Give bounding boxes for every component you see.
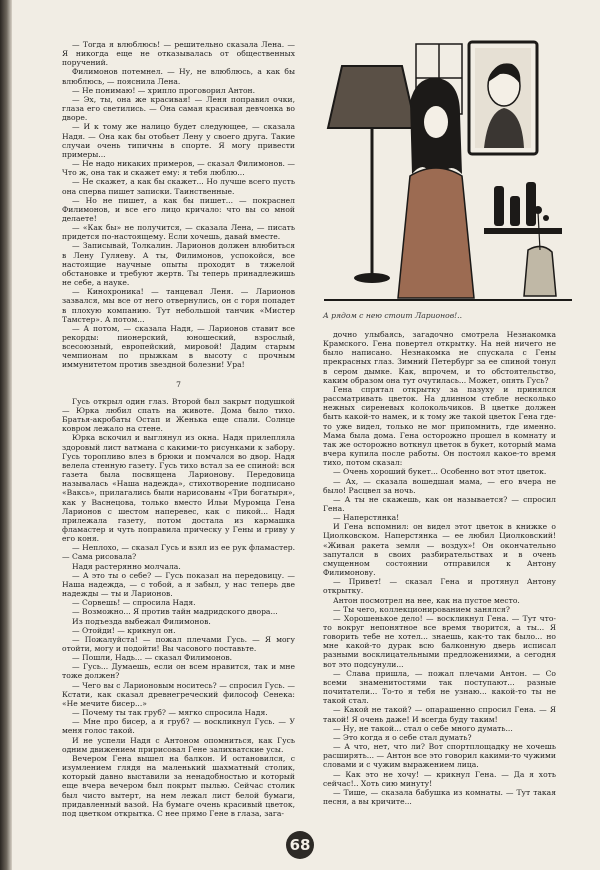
- paragraph: — Эх, ты, она же красивая! — Леня поправил очки, глаза его светились. — Она самая красивая девчонка во дворе.: [62, 94, 295, 123]
- paragraph: — Не понимаю! — хрипло проговорил Антон.: [72, 85, 255, 95]
- paragraph: — Наперстянка!: [333, 513, 400, 523]
- paragraph: — «Как бы» не получится, — сказала Лена, — писать придется по-настоящему. Если хочешь, давай вместе.: [62, 223, 295, 242]
- paragraph: — А это ты о себе? — Гусь показал на передовицу. — Наша надежда, — с тобой, а я забыл, у нас теперь две надежды — ты и Ларионов.: [62, 570, 295, 599]
- illustration-caption: А рядом с нею стоит Ларионов!..: [323, 311, 463, 320]
- book-spine-shadow: [0, 0, 12, 870]
- paragraph: — Хорошенькое дело! — воскликнул Гена. — Тут что-то вокруг непонятное все время творится, а ты... Я говорить тебе не хотел... знаешь, как-то так было... но мне какой-то дурак всю балконную дверь исписал разными восклицательными предложениями, а сегодня вот это подсунули...: [323, 613, 556, 669]
- page-number: 68: [286, 831, 314, 859]
- left-text-column: [62, 40, 295, 818]
- right-text-column: [323, 330, 556, 806]
- paragraph: Гена спрятал открытку за пазуху и принялся рассматривать цветок. На длинном стебле несколько нежных сиреневых колокольчиков. В цветке должен быть какой-то намек, и к тому же такой цветок Гена где-то уже видел, только не мог припомнить, где именно. Мама была дома. Гена осторожно прошел в комнату и так же осторожно воткнул цветок в букет, который мама вчера купила после работы. Он постоял какое-то время тихо, потом сказал:: [323, 384, 556, 468]
- paragraph: — Пожалуйста! — пожал плечами Гусь. — Я могу отойти, могу и подойти! Вы часового поставьте.: [62, 634, 295, 653]
- paragraph: — Гусь... Думаешь, если он всем нравится, так и мне тоже должен?: [62, 662, 295, 681]
- paragraph: дочно улыбаясь, загадочно смотрела Незнакомка Крамского. Гена повертел открытку. На ней ничего не было написано. Незнакомка не спускала с Гены прекрасных глаз. Зимний Петербург за ее спиной тонул в сером дымке. Как, впрочем, и то обстоятельство, каким образом она тут очутилась... Может, опять Гусь?: [323, 330, 556, 385]
- paragraph: — И к тому же налицо будет следующее, — сказала Надя. — Она как бы отобьет Лену у своего друга. Такие случаи очень типичны в спорте. Я могу привести примеры...: [62, 122, 295, 159]
- paragraph: Юрка вскочил и выглянул из окна. Надя прилепляла здоровый лист ватмана с какими-то рисунками к забору. Гусь торопливо влез в брюки и помчался во двор. Надя велела стенную газету. Гусь тихо встал за ее спиной: вся газета была посвящена Ларионову. Передовица называлась «Наша надежда», стихотворение подписано «Ваксь», прилагались были нарисованы «Три богатыря», как у Васнецова, только вместо Ильи Муромца Гена Ларионов с шестом наперевес, как с пикой... Надя прилежала газету, потом достала из кармашка фламастер и чуть поправила прическу у Гены и гриву у его коня.: [62, 433, 295, 544]
- paragraph: — Записывай, Толкалин. Ларионов должен влюбиться в Лену Гуляеву. А ты, Филимонов, успокойся, все настоящие научные опыты проходят в тяжелой обстановке и требуют жертв. Ты теперь принадлежишь не себе, а науке.: [62, 241, 295, 288]
- paragraph: — Какой не такой? — опарашенно спросил Гена. — Я такой! Я очень даже! И всегда буду таким!: [323, 705, 556, 724]
- paragraph: И Гена вспомнил: он видел этот цветок в книжке о Циолковском. Наперстянка — ее любил Циолковский! «Живая ракета земля — воздух»! Он окончательно запутался в своих разбирательствах и в очень смущенном состоянии отправился к Антону Филимонову.: [323, 522, 556, 578]
- paragraph: Из подъезда выбежал Филимонов.: [72, 616, 211, 626]
- paragraph: Филимонов потемнел. — Ну, не влюблюсь, а как бы влюблюсь, — пояснила Лена.: [62, 67, 295, 86]
- paragraph: — Очень хороший букет... Особенно вот этот цветок.: [333, 467, 547, 477]
- paragraph: — Возможно... Я против тайн мадридского двора...: [72, 607, 278, 617]
- paragraph: — А ты не скажешь, как он называется? — спросил Гена.: [323, 494, 556, 513]
- paragraph: — Почему ты так груб? — мягко спросила Надя.: [72, 708, 268, 718]
- paragraph: — Тише, — сказала бабушка из комнаты. — Тут такая песня, а вы кричите...: [323, 787, 556, 806]
- paragraph: — Привет! — сказал Гена и протянул Антону открытку.: [323, 577, 556, 596]
- paragraph: — А что, нет, что ли? Вот спортплощадку не хочешь расширять... — Антон все это говорил какими-то чужими словами и с чужим выражением лица.: [323, 742, 556, 770]
- paragraph: — А потом, — сказала Надя, — Ларионов ставит все рекорды: пионерский, юношеский, взрослый, всесоюзный, европейский, мировой! Дадим старым чемпионам по прыжкам в высоту с прочным иммунитетом против звездной болезни! Ура!: [62, 323, 295, 370]
- paragraph: И не успели Надя с Антоном опомниться, как Гусь одним движением пририсовал Гене залихватские усы.: [62, 735, 295, 754]
- paragraph: Антон посмотрел на нее, как на пустое место.: [333, 595, 520, 605]
- paragraph: — Ах, — сказала вошедшая мама, — его вчера не было! Расцвел за ночь.: [323, 476, 556, 495]
- paragraph: — Чего вы с Ларионовым носитесь? — спросил Гусь. — Кстати, как сказал древнегреческий философ Сенека: «Не мечите бисер...»: [62, 680, 295, 708]
- paragraph: — Отойди! — крикнул он.: [72, 625, 176, 635]
- paragraph: — Тогда я влюблюсь! — решительно сказала Лена. — Я никогда еще не отказывалась от общественных поручений.: [62, 40, 295, 68]
- paragraph: — Сорвешь! — спросила Надя.: [72, 598, 196, 608]
- portrait-frame: [469, 42, 537, 154]
- paragraph: — Как это не хочу! — крикнул Гена. — Да я хоть сейчас!.. Хоть сию минуту!: [323, 769, 556, 788]
- paragraph: — Слава пришла, — пожал плечами Антон. — Со всеми знаменитостями так поступают... разные почитатели... То-то я тебя не узнаю... какой-то ты не такой стал.: [323, 668, 556, 706]
- chapter-number: 7: [176, 379, 181, 389]
- paragraph: — Ну, не такой... стал о себе много думать...: [333, 723, 513, 733]
- paragraph: Надя растерянно молчала.: [72, 561, 181, 571]
- illustration: [324, 36, 572, 310]
- paragraph: Гусь открыл один глаз. Второй был закрыт подушкой — Юрка любил спать на животе. Дома было тихо. Братья-акробаты Остап и Женька еще спали. Солнце ковром лежало на стене.: [62, 396, 295, 434]
- paragraph: — Кинохроника! — танцевал Леня. — Ларионов зазвался, мы все от него отвернулись, он с горя попадет в плохую компанию. Тут небольшой танчик «Мистер Тамстер». А потом...: [62, 287, 295, 324]
- paragraph: — Но не пишет, а как бы пишет... — покраснел Филимонов, и все его лицо кричало: что вы со мной делаете!: [62, 195, 295, 223]
- paragraph: — Не надо никаких примеров, — сказал Филимонов. — Что ж, она так и скажет ему: я тебя люблю...: [62, 159, 295, 178]
- paragraph: — Ты чего, коллекционированием занялся?: [333, 604, 510, 614]
- paragraph: — Пошли, Надь... — сказал Филимонов.: [72, 653, 233, 663]
- paragraph: — Неплохо, — сказал Гусь и взял из ее рук фламастер. — Сама рисовала?: [62, 543, 295, 562]
- paragraph: — Не скажет, а как бы скажет... Но лучше всего пусть она сперва пишет записки. Таинственные.: [62, 177, 295, 196]
- paragraph: Вечером Гена вышел на балкон. И остановился, с изумлением глядя на маленький шахматный столик, который давно выставили за ненадобностью и который еще вчера вечером был покрыт пылью. Сейчас столик был чисто вытерт, на нем лежал лист белой бумаги, придавленный вазой. На бумаге очень красивый цветок, под цветком открытка. С нее прямо Гене в глаза, зага-: [62, 753, 295, 818]
- paragraph: — Это когда я о себе стал думать?: [333, 732, 472, 742]
- paragraph: — Мне про бисер, а я груб? — воскликнул Гусь. — У меня голос такой.: [62, 717, 295, 736]
